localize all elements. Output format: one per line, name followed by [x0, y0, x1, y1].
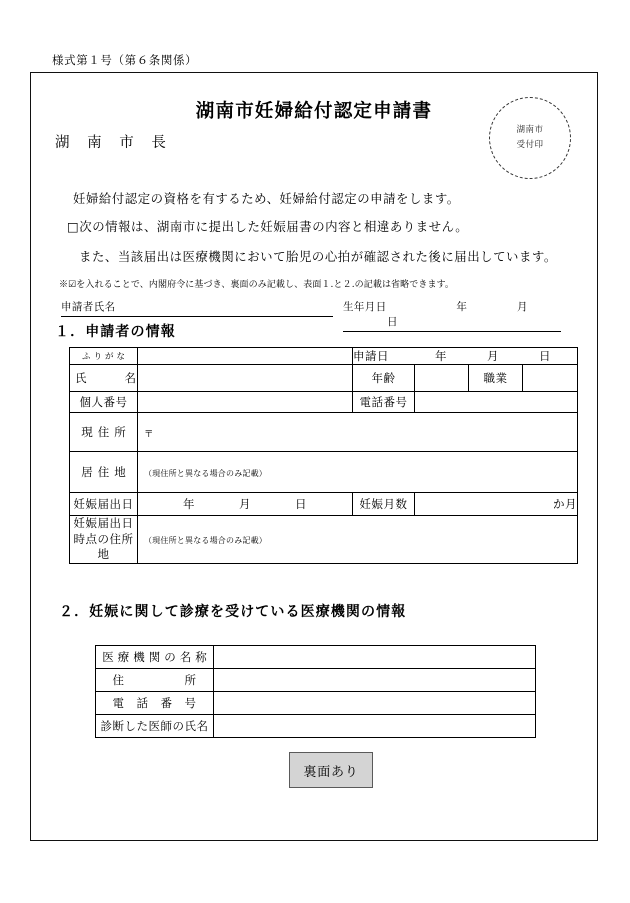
- value-institution-phone[interactable]: [214, 692, 536, 715]
- label-current-address: 現住所: [70, 413, 138, 452]
- value-current-address[interactable]: [138, 413, 578, 452]
- intro-paragraph-3: また、当該届出は医療機関において胎児の心拍が確認された後に届出しています。: [79, 249, 557, 264]
- value-age[interactable]: [415, 365, 469, 392]
- table-row: [96, 692, 536, 715]
- page-title: 湖南市妊婦給付認定申請書: [195, 101, 433, 122]
- addressee: 湖 南 市 長: [55, 135, 173, 151]
- table-row: [70, 365, 578, 392]
- label-furigana: ふりがな: [70, 348, 138, 365]
- address-at-report-line-1: 妊娠届出日: [73, 516, 134, 530]
- medical-institution-table: [95, 645, 536, 738]
- value-doctor-name[interactable]: [214, 715, 536, 738]
- section-2-heading: ２．妊娠に関して診療を受けている医療機関の情報: [59, 604, 407, 620]
- application-date-cell[interactable]: [353, 348, 578, 365]
- label-doctor-name: 診断した医師の氏名: [96, 715, 214, 738]
- app-date-day: 日: [539, 349, 551, 363]
- value-pregnancy-months[interactable]: [415, 493, 578, 516]
- label-my-number: 個人番号: [70, 392, 138, 413]
- label-institution-name: 医療機関の名称: [96, 646, 214, 669]
- preg-date-month: 月: [239, 497, 251, 511]
- table-row: [70, 413, 578, 452]
- value-name[interactable]: [138, 365, 353, 392]
- reception-stamp-circle: [489, 97, 571, 179]
- table-row: [70, 392, 578, 413]
- preg-date-year: 年: [183, 497, 195, 511]
- value-pregnancy-report-date[interactable]: [138, 493, 353, 516]
- birth-year-label: 年: [456, 301, 468, 313]
- checkbox-note: ※☑を入れることで、内閣府令に基づき、裏面のみ記載し、表面１.と２.の記載は省略できます。: [59, 280, 455, 290]
- intro-paragraph-1: 妊婦給付認定の資格を有するため、妊婦給付認定の申請をします。: [73, 191, 460, 206]
- table-row: [70, 493, 578, 516]
- value-address-at-report[interactable]: [138, 516, 578, 564]
- app-date-month: 月: [487, 349, 499, 363]
- intro-paragraph-2-checkbox[interactable]: □次の情報は、湖南市に提出した妊娠届書の内容と相違ありません。: [67, 219, 469, 234]
- table-row: [70, 452, 578, 493]
- months-unit: か月: [553, 497, 577, 511]
- label-name: 氏 名: [70, 365, 138, 392]
- label-residence: 居住地: [70, 452, 138, 493]
- value-phone[interactable]: [415, 392, 578, 413]
- form-frame: [30, 72, 598, 841]
- label-occupation: 職業: [469, 365, 523, 392]
- label-phone: 電話番号: [353, 392, 415, 413]
- section-1-heading: １．申請者の情報: [55, 324, 176, 340]
- table-row: [70, 348, 578, 365]
- table-row: [96, 669, 536, 692]
- value-institution-name[interactable]: [214, 646, 536, 669]
- label-institution-phone: 電 話 番 号: [96, 692, 214, 715]
- form-number: 様式第１号（第６条関係）: [52, 53, 198, 67]
- stamp-line-2: 受付印: [516, 140, 544, 150]
- birthdate-label: 生年月日: [343, 301, 387, 313]
- table-row: [70, 516, 578, 564]
- value-occupation[interactable]: [523, 365, 578, 392]
- value-institution-address[interactable]: [214, 669, 536, 692]
- applicant-info-table: [69, 347, 578, 564]
- value-my-number-grid[interactable]: [138, 392, 353, 413]
- label-pregnancy-report-date: 妊娠届出日: [70, 493, 138, 516]
- residence-hint: （現住所と異なる場合のみ記載）: [144, 468, 267, 478]
- applicant-name-field[interactable]: [61, 299, 333, 317]
- label-application-date: 申請日: [353, 349, 389, 363]
- label-institution-address: 住 所: [96, 669, 214, 692]
- address-at-report-hint: （現住所と異なる場合のみ記載）: [144, 535, 267, 545]
- address-at-report-line-2: 時点の住所地: [73, 531, 134, 562]
- preg-date-day: 日: [295, 497, 307, 511]
- applicant-name-label: 申請者氏名: [61, 301, 116, 313]
- app-date-year: 年: [435, 349, 447, 363]
- postal-mark: 〒: [144, 429, 154, 440]
- label-pregnancy-months: 妊娠月数: [353, 493, 415, 516]
- value-residence[interactable]: [138, 452, 578, 493]
- label-address-at-report: [70, 516, 138, 564]
- value-furigana[interactable]: [138, 348, 353, 365]
- table-row: [96, 646, 536, 669]
- label-age: 年齢: [353, 365, 415, 392]
- birth-day-label: 日: [387, 316, 398, 328]
- birth-month-label: 月: [517, 301, 528, 313]
- applicant-name-line: [61, 299, 561, 328]
- table-row: [96, 715, 536, 738]
- back-side-button[interactable]: 裏面あり: [289, 752, 373, 788]
- stamp-line-1: 湖南市: [516, 125, 544, 136]
- birthdate-field[interactable]: [343, 299, 561, 332]
